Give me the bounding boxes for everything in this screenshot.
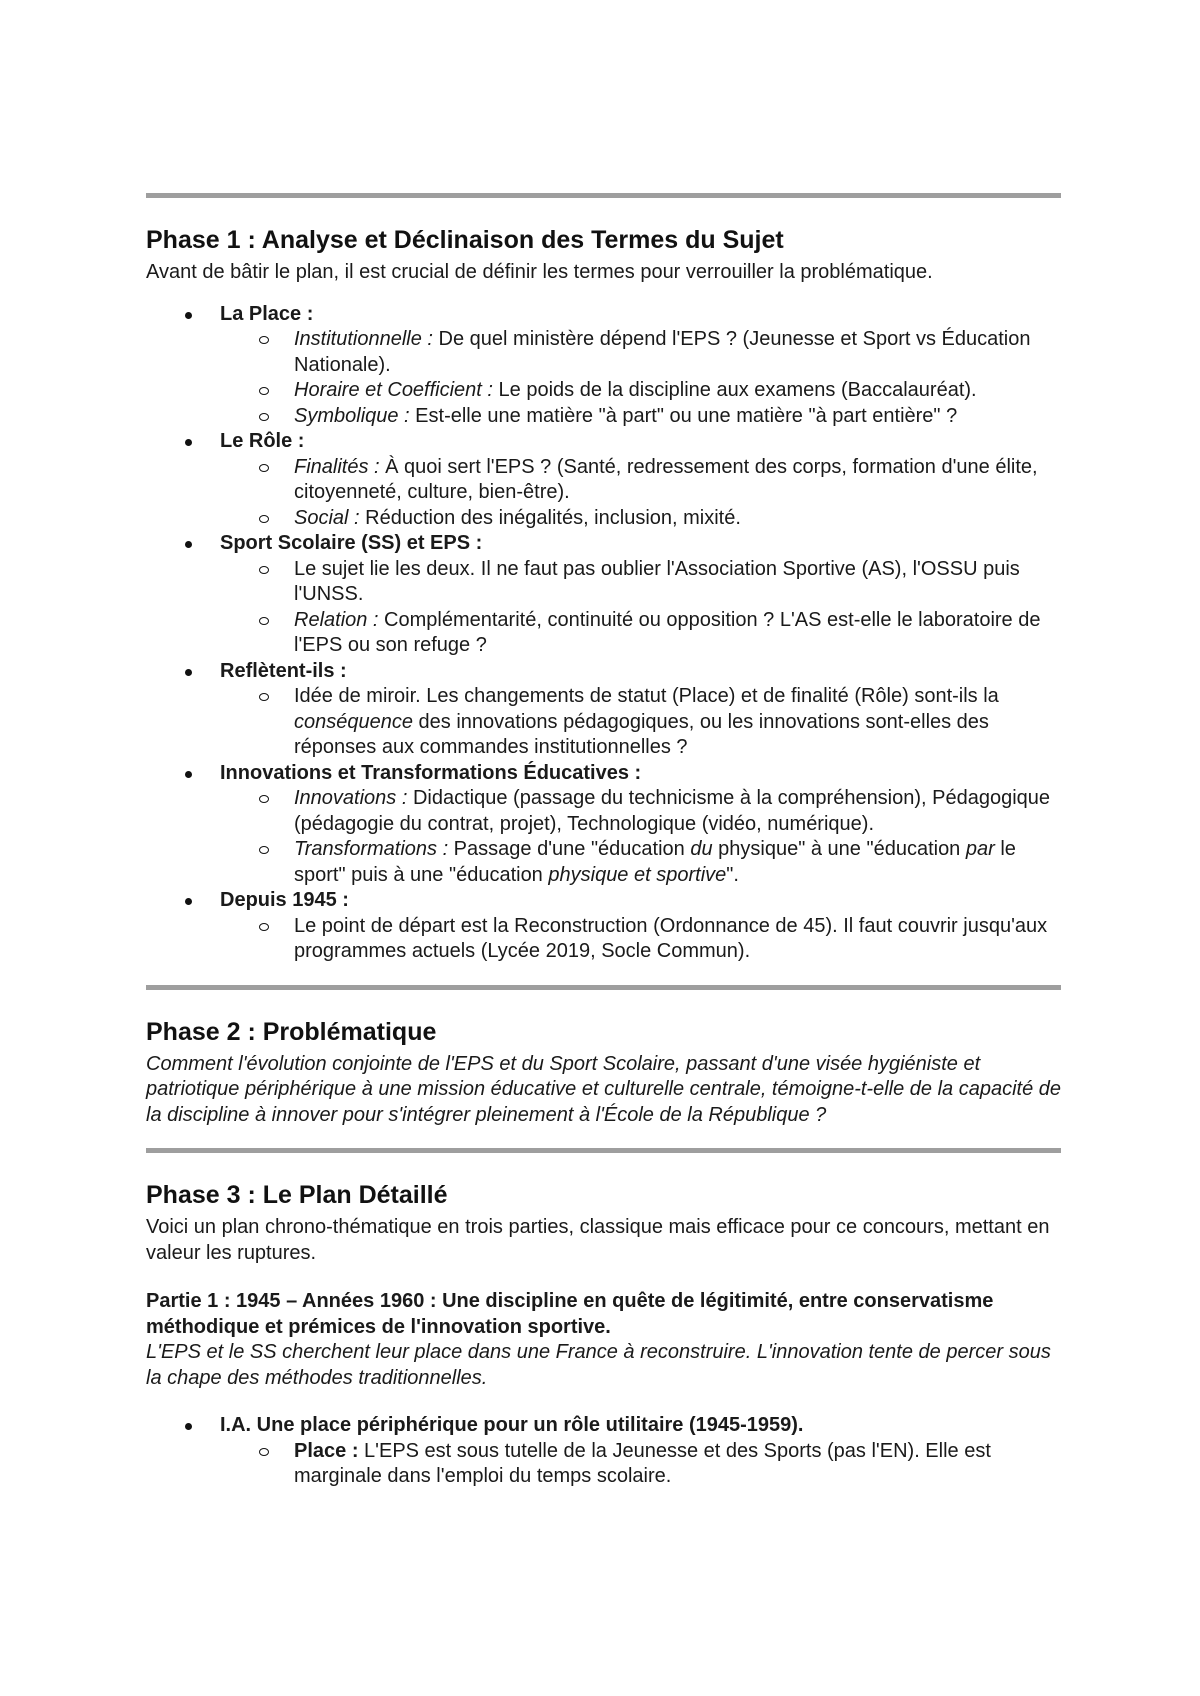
bullet-icon [185, 669, 192, 676]
term-label: Sport Scolaire (SS) et EPS : [220, 532, 483, 554]
circle-bullet-icon [259, 617, 269, 625]
bullet-icon [185, 541, 192, 548]
bullet-icon [185, 1423, 192, 1430]
problematique-text: Comment l'évolution conjointe de l'EPS et du Sport Scolaire, passant d'une visée hygiéniste et patriotique périphérique à une mission éducative et culturelle centrale, témoigne-t-elle de la capacité de la discipline à innover pour s'intégrer pleinement à l'École de la République ? [146, 1052, 1061, 1126]
circle-bullet-icon [259, 413, 269, 421]
term-label: Depuis 1945 : [220, 889, 349, 911]
phase3-heading: Phase 3 : Le Plan Détaillé [146, 1181, 448, 1209]
circle-bullet-icon [259, 693, 269, 701]
term-item-refletent [146, 659, 1061, 761]
bullet-icon [185, 439, 192, 446]
sub-item: Le sujet lie les deux. Il ne faut pas oublier l'Association Sportive (AS), l'OSSU puis l'UNSS. [220, 557, 1061, 608]
phase1-heading: Phase 1 : Analyse et Déclinaison des Termes du Sujet [146, 226, 784, 254]
phase1-intro: Avant de bâtir le plan, il est crucial de définir les termes pour verrouiller la problématique. [146, 261, 933, 283]
divider [146, 193, 1061, 198]
circle-bullet-icon [259, 387, 269, 395]
term-label: Le Rôle : [220, 430, 305, 452]
phase3-intro: Voici un plan chrono-thématique en trois parties, classique mais efficace pour ce concours, mettant en valeur les ruptures. [146, 1216, 1050, 1264]
sub-item: Idée de miroir. Les changements de statut (Place) et de finalité (Rôle) sont-ils la conséquence des innovations pédagogiques, ou les innovations sont-elles des réponses aux commandes institutionnelles ? [220, 684, 1061, 761]
term-item-place [146, 302, 1061, 430]
circle-bullet-icon [259, 1448, 269, 1456]
circle-bullet-icon [259, 923, 269, 931]
sub-item: Le point de départ est la Reconstruction (Ordonnance de 45). Il faut couvrir jusqu'aux programmes actuels (Lycée 2019, Socle Commun). [220, 914, 1061, 965]
sub-item: Institutionnelle : De quel ministère dépend l'EPS ? (Jeunesse et Sport vs Éducation Nationale). [220, 327, 1061, 378]
phase1-term-list [146, 302, 1061, 965]
section-ia-title: I.A. Une place périphérique pour un rôle utilitaire (1945-1959). [220, 1414, 804, 1436]
sub-item: Symbolique : Est-elle une matière "à part" ou une matière "à part entière" ? [220, 404, 1061, 430]
sub-item: Innovations : Didactique (passage du technicisme à la compréhension), Pédagogique (pédagogie du contrat, projet), Technologique (vidéo, numérique). [220, 786, 1061, 837]
term-item-sport-scolaire [146, 531, 1061, 659]
divider [146, 985, 1061, 990]
circle-bullet-icon [259, 336, 269, 344]
circle-bullet-icon [259, 795, 269, 803]
bullet-icon [185, 312, 192, 319]
term-item-depuis-1945 [146, 888, 1061, 965]
sub-item: Finalités : À quoi sert l'EPS ? (Santé, redressement des corps, formation d'une élite, citoyenneté, culture, bien-être). [220, 455, 1061, 506]
circle-bullet-icon [259, 464, 269, 472]
sub-item: Transformations : Passage d'une "éducation du physique" à une "éducation par le sport" puis à une "éducation physique et sportive". [220, 837, 1061, 888]
part1-heading: Partie 1 : 1945 – Années 1960 : Une discipline en quête de légitimité, entre conservatisme méthodique et prémices de l'innovation sportive. [146, 1290, 994, 1338]
term-label: Reflètent-ils : [220, 659, 347, 682]
term-label: La Place : [220, 302, 314, 325]
divider [146, 1148, 1061, 1153]
sub-item: Horaire et Coefficient : Le poids de la discipline aux examens (Baccalauréat). [220, 378, 1061, 404]
term-item-innovations [146, 761, 1061, 889]
bullet-icon [185, 771, 192, 778]
circle-bullet-icon [259, 515, 269, 523]
sub-item: Relation : Complémentarité, continuité ou opposition ? L'AS est-elle le laboratoire de l'EPS ou son refuge ? [220, 608, 1061, 659]
term-label: Innovations et Transformations Éducatives : [220, 761, 642, 784]
term-item-role [146, 429, 1061, 531]
circle-bullet-icon [259, 566, 269, 574]
phase2-heading: Phase 2 : Problématique [146, 1017, 437, 1046]
document-page [146, 193, 1061, 1490]
circle-bullet-icon [259, 846, 269, 854]
sub-item: Social : Réduction des inégalités, inclusion, mixité. [220, 506, 1061, 532]
part1-section-list [146, 1413, 1061, 1490]
section-ia [146, 1413, 1061, 1490]
part1-intro: L'EPS et le SS cherchent leur place dans une France à reconstruire. L'innovation tente de percer sous la chape des méthodes traditionnelles. [146, 1341, 1051, 1389]
bullet-icon [185, 898, 192, 905]
sub-item: Place : L'EPS est sous tutelle de la Jeunesse et des Sports (pas l'EN). Elle est marginale dans l'emploi du temps scolaire. [220, 1439, 1061, 1490]
